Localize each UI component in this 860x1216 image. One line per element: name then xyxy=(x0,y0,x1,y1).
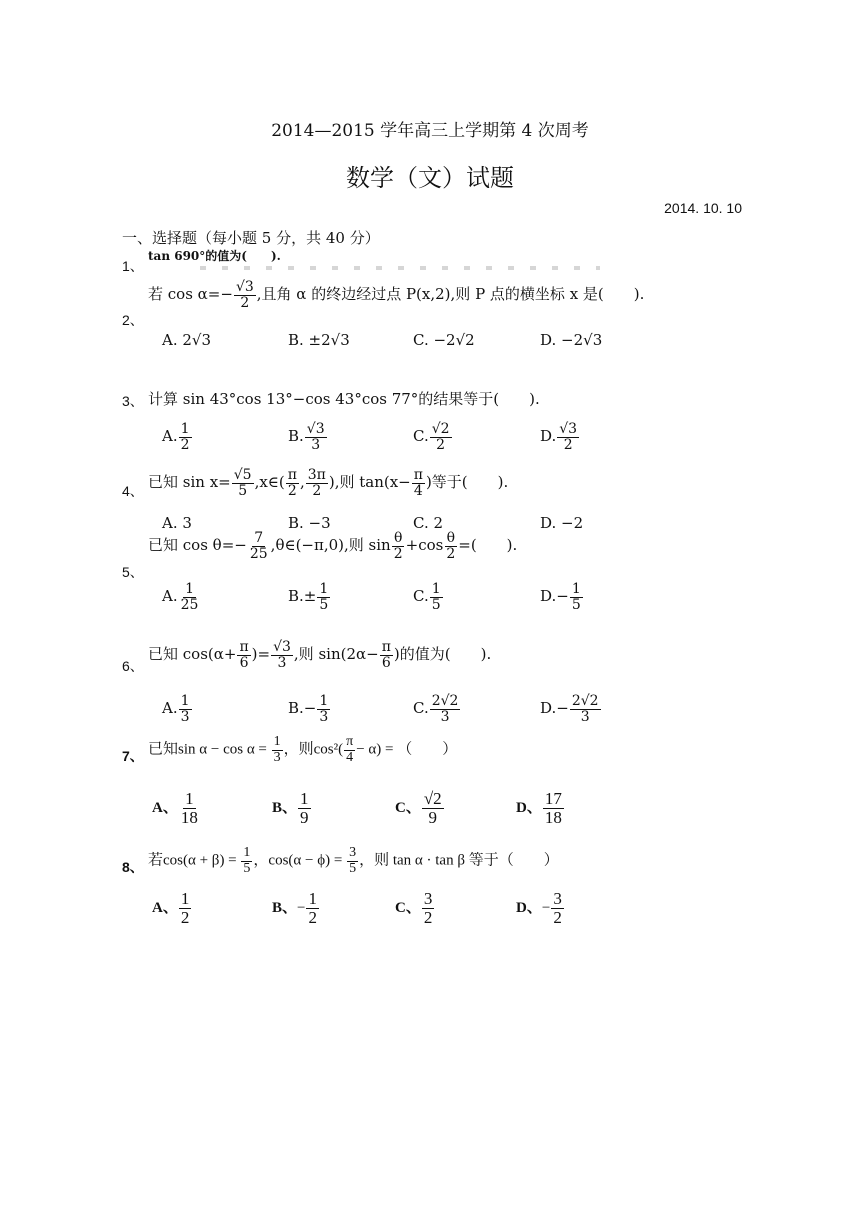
q8-text xyxy=(148,846,559,876)
q5-option-d-sign: − xyxy=(556,587,569,606)
q4-frac-num: π xyxy=(413,467,423,483)
q6-frac-den: 3 xyxy=(277,654,287,671)
q6-option-a-num: 1 xyxy=(180,693,190,709)
q6-part: )= xyxy=(251,645,271,664)
q5-option-d-den: 5 xyxy=(571,596,581,613)
q7-frac-den: 4 xyxy=(346,749,354,765)
exam-date: 2014. 10. 10 xyxy=(664,200,742,216)
q3-number: 3、 xyxy=(122,393,144,409)
q7-option-c-den: 9 xyxy=(428,807,438,827)
q5-option-a-num: 1 xyxy=(185,581,194,597)
q7-option-d xyxy=(516,790,565,827)
q3-option-d-label: D. xyxy=(540,427,557,446)
q8-option-c-den: 2 xyxy=(423,907,433,927)
q7-text xyxy=(148,735,457,765)
q8-number: 8、 xyxy=(122,859,144,875)
q6-option-d-label: D. xyxy=(540,699,557,718)
q7-option-c-num: √2 xyxy=(423,789,442,808)
q4-part: ),则 tan(x− xyxy=(328,473,411,492)
q8-part: 若cos(α + β) = xyxy=(148,852,241,869)
q8-option-c-num: 3 xyxy=(423,889,433,908)
q8-option-c xyxy=(395,890,435,927)
q8-frac-den: 5 xyxy=(349,860,357,876)
q2-fraction-num: √3 xyxy=(235,279,254,295)
q5-option-d xyxy=(540,582,584,612)
q8-frac-den: 5 xyxy=(243,860,251,876)
q3-option-b-den: 3 xyxy=(311,436,321,453)
q4-option-c: C. 2 xyxy=(413,514,444,532)
q5-option-a xyxy=(162,582,201,612)
q7-part: ，则cos²( xyxy=(283,741,344,758)
q2-fraction xyxy=(234,280,256,310)
q6-option-d-den: 3 xyxy=(580,708,590,725)
q8-option-a-den: 2 xyxy=(180,907,190,927)
q8-option-b-sign: − xyxy=(297,899,306,916)
q5-part: =( ). xyxy=(458,536,518,555)
q5-option-d-num: 1 xyxy=(571,581,581,597)
q2-suffix: ,且角 α 的终边经过点 P(x,2),则 P 点的横坐标 x 是( ). xyxy=(256,285,645,304)
q6-number: 6、 xyxy=(122,658,144,674)
q5-part: 已知 cos θ=− xyxy=(148,536,247,555)
exam-title: 2014—2015 学年高三上学期第 4 次周考 xyxy=(271,121,589,141)
q7-option-d-num: 17 xyxy=(544,789,562,808)
q7-option-a-num: 1 xyxy=(185,789,194,808)
q8-option-d xyxy=(516,890,565,927)
q6-option-c-label: C. xyxy=(413,699,429,718)
q7-option-a xyxy=(152,790,201,827)
q3-option-b-label: B. xyxy=(288,427,304,446)
q3-option-c xyxy=(413,422,453,452)
q8-option-d-label: D、 xyxy=(516,899,542,916)
q5-frac-den: 25 xyxy=(249,545,268,562)
section-heading: 一、选择题（每小题 5 分，共 40 分） xyxy=(122,229,380,247)
q7-option-b-num: 1 xyxy=(300,789,309,808)
q7-option-b xyxy=(272,790,312,827)
q7-option-b-label: B、 xyxy=(272,799,298,816)
q5-option-b-sign: ± xyxy=(303,587,317,606)
q6-option-d xyxy=(540,694,602,724)
q3-option-c-den: 2 xyxy=(436,436,446,453)
q8-option-d-sign: − xyxy=(541,899,551,916)
q3-option-b-num: √3 xyxy=(306,421,325,437)
q6-option-b xyxy=(288,694,331,724)
q6-part: )的值为( ). xyxy=(393,645,492,664)
q4-frac-num: √5 xyxy=(233,467,252,483)
q2-text xyxy=(148,280,644,310)
q8-part: ，cos(α − ϕ) = xyxy=(253,852,347,869)
q4-frac-den: 5 xyxy=(238,482,248,499)
q5-option-c-label: C. xyxy=(413,587,429,606)
q6-frac-den: 6 xyxy=(239,654,249,671)
q8-option-a xyxy=(152,890,192,927)
q5-option-b-den: 5 xyxy=(319,596,329,613)
q4-frac-den: 4 xyxy=(413,482,423,499)
q5-option-c xyxy=(413,582,444,612)
q2-option-a: A. 2√3 xyxy=(162,331,212,349)
q5-option-a-den: 25 xyxy=(180,596,199,613)
q7-option-c-label: C、 xyxy=(395,799,421,816)
q5-option-b-num: 1 xyxy=(319,581,329,597)
q7-frac-den: 3 xyxy=(273,749,281,765)
q5-option-b xyxy=(288,582,331,612)
q8-option-a-num: 1 xyxy=(180,889,190,908)
q7-option-c xyxy=(395,790,445,827)
q6-frac-num: π xyxy=(239,639,249,655)
exam-subtitle: 数学（文）试题 xyxy=(346,164,514,192)
q7-option-d-den: 18 xyxy=(544,807,562,827)
q5-frac-den: 2 xyxy=(393,545,403,562)
q2-fraction-den: 2 xyxy=(240,294,250,311)
q7-part: 已知sin α − cos α = xyxy=(148,741,271,758)
scan-artifact xyxy=(200,266,600,270)
q6-option-a-den: 3 xyxy=(180,708,190,725)
q4-part: 已知 sin x= xyxy=(148,473,231,492)
q4-number: 4、 xyxy=(122,483,144,499)
q8-option-d-num: 3 xyxy=(553,889,562,908)
q8-option-a-label: A、 xyxy=(152,899,178,916)
q5-frac-num: 7 xyxy=(254,530,264,546)
q3-text: 计算 sin 43°cos 13°−cos 43°cos 77°的结果等于( ). xyxy=(148,390,540,408)
q8-part: ，则 tan α · tan β 等于（ ） xyxy=(359,852,559,869)
q5-option-a-label: A. xyxy=(162,587,178,606)
q8-option-b-num: 1 xyxy=(308,889,317,908)
q5-part: ,θ∈(−π,0),则 sin xyxy=(270,536,391,555)
q6-option-a-label: A. xyxy=(162,699,178,718)
q5-option-b-label: B. xyxy=(288,587,304,606)
q5-option-c-den: 5 xyxy=(431,596,441,613)
q4-option-b: B. −3 xyxy=(288,514,331,532)
q2-option-b: B. ±2√3 xyxy=(288,331,350,349)
q4-part: )等于( ). xyxy=(425,473,509,492)
q5-text xyxy=(148,531,517,561)
q7-option-b-den: 9 xyxy=(300,807,309,827)
q8-option-d-den: 2 xyxy=(553,907,562,927)
q8-option-c-label: C、 xyxy=(395,899,421,916)
q4-option-a: A. 3 xyxy=(162,514,192,532)
q6-option-d-sign: − xyxy=(556,699,569,718)
q7-part: − α) = （ ） xyxy=(356,741,458,758)
q7-number: 7、 xyxy=(122,748,144,764)
q6-option-b-label: B. xyxy=(288,699,304,718)
q6-option-c-num: 2√2 xyxy=(431,693,459,709)
q6-frac-num: √3 xyxy=(273,639,291,655)
q5-part: +cos xyxy=(405,536,444,555)
q6-part: ,则 sin(2α− xyxy=(293,645,379,664)
q3-option-a xyxy=(162,422,193,452)
q8-frac-num: 3 xyxy=(349,845,357,860)
q5-option-c-num: 1 xyxy=(431,581,441,597)
q3-option-a-den: 2 xyxy=(180,436,190,453)
q4-part: ,x∈( xyxy=(254,473,285,492)
q5-option-d-label: D. xyxy=(540,587,557,606)
q3-option-c-num: √2 xyxy=(431,421,450,437)
q8-frac-num: 1 xyxy=(243,845,251,860)
q4-frac-den: 2 xyxy=(312,482,322,499)
q6-part: 已知 cos(α+ xyxy=(148,645,237,664)
q6-option-d-num: 2√2 xyxy=(571,693,599,709)
q3-option-a-num: 1 xyxy=(180,421,190,437)
q8-option-b-den: 2 xyxy=(308,907,317,927)
q4-frac-num: π xyxy=(287,467,297,483)
q7-option-a-label: A、 xyxy=(152,799,178,816)
q1-number: 1、 xyxy=(122,258,144,274)
q3-option-d-den: 2 xyxy=(563,436,573,453)
q6-option-c-den: 3 xyxy=(440,708,450,725)
q7-frac-num: 1 xyxy=(273,734,281,749)
q3-option-c-label: C. xyxy=(413,427,429,446)
q3-option-d xyxy=(540,422,580,452)
q3-option-a-label: A. xyxy=(162,427,178,446)
q6-text xyxy=(148,640,491,670)
q6-option-a xyxy=(162,694,193,724)
q2-prefix: 若 cos α=− xyxy=(148,285,233,304)
q8-option-b-label: B、 xyxy=(272,899,298,916)
q5-frac-den: 2 xyxy=(446,545,456,562)
q1-text: tan 690°的值为( ). xyxy=(148,249,281,263)
q6-frac-num: π xyxy=(381,639,391,655)
q3-option-b xyxy=(288,422,328,452)
q2-number: 2、 xyxy=(122,312,144,328)
q6-option-c xyxy=(413,694,461,724)
q7-frac-num: π xyxy=(346,734,354,749)
q4-text xyxy=(148,468,508,498)
q5-number: 5、 xyxy=(122,564,144,580)
q8-option-b xyxy=(272,890,320,927)
q4-part: , xyxy=(299,473,305,492)
q6-option-b-num: 1 xyxy=(319,693,329,709)
q6-frac-den: 6 xyxy=(381,654,391,671)
q7-option-d-label: D、 xyxy=(516,799,542,816)
q2-option-c: C. −2√2 xyxy=(413,331,475,349)
q5-frac-num: θ xyxy=(446,530,456,546)
q2-option-d: D. −2√3 xyxy=(540,331,603,349)
q4-option-d: D. −2 xyxy=(540,514,584,532)
q6-option-b-sign: − xyxy=(303,699,317,718)
q3-option-d-num: √3 xyxy=(559,421,578,437)
q7-option-a-den: 18 xyxy=(180,807,198,827)
q4-frac-num: 3π xyxy=(307,467,326,483)
q6-option-b-den: 3 xyxy=(319,708,329,725)
q4-frac-den: 2 xyxy=(287,482,297,499)
q5-frac-num: θ xyxy=(393,530,403,546)
